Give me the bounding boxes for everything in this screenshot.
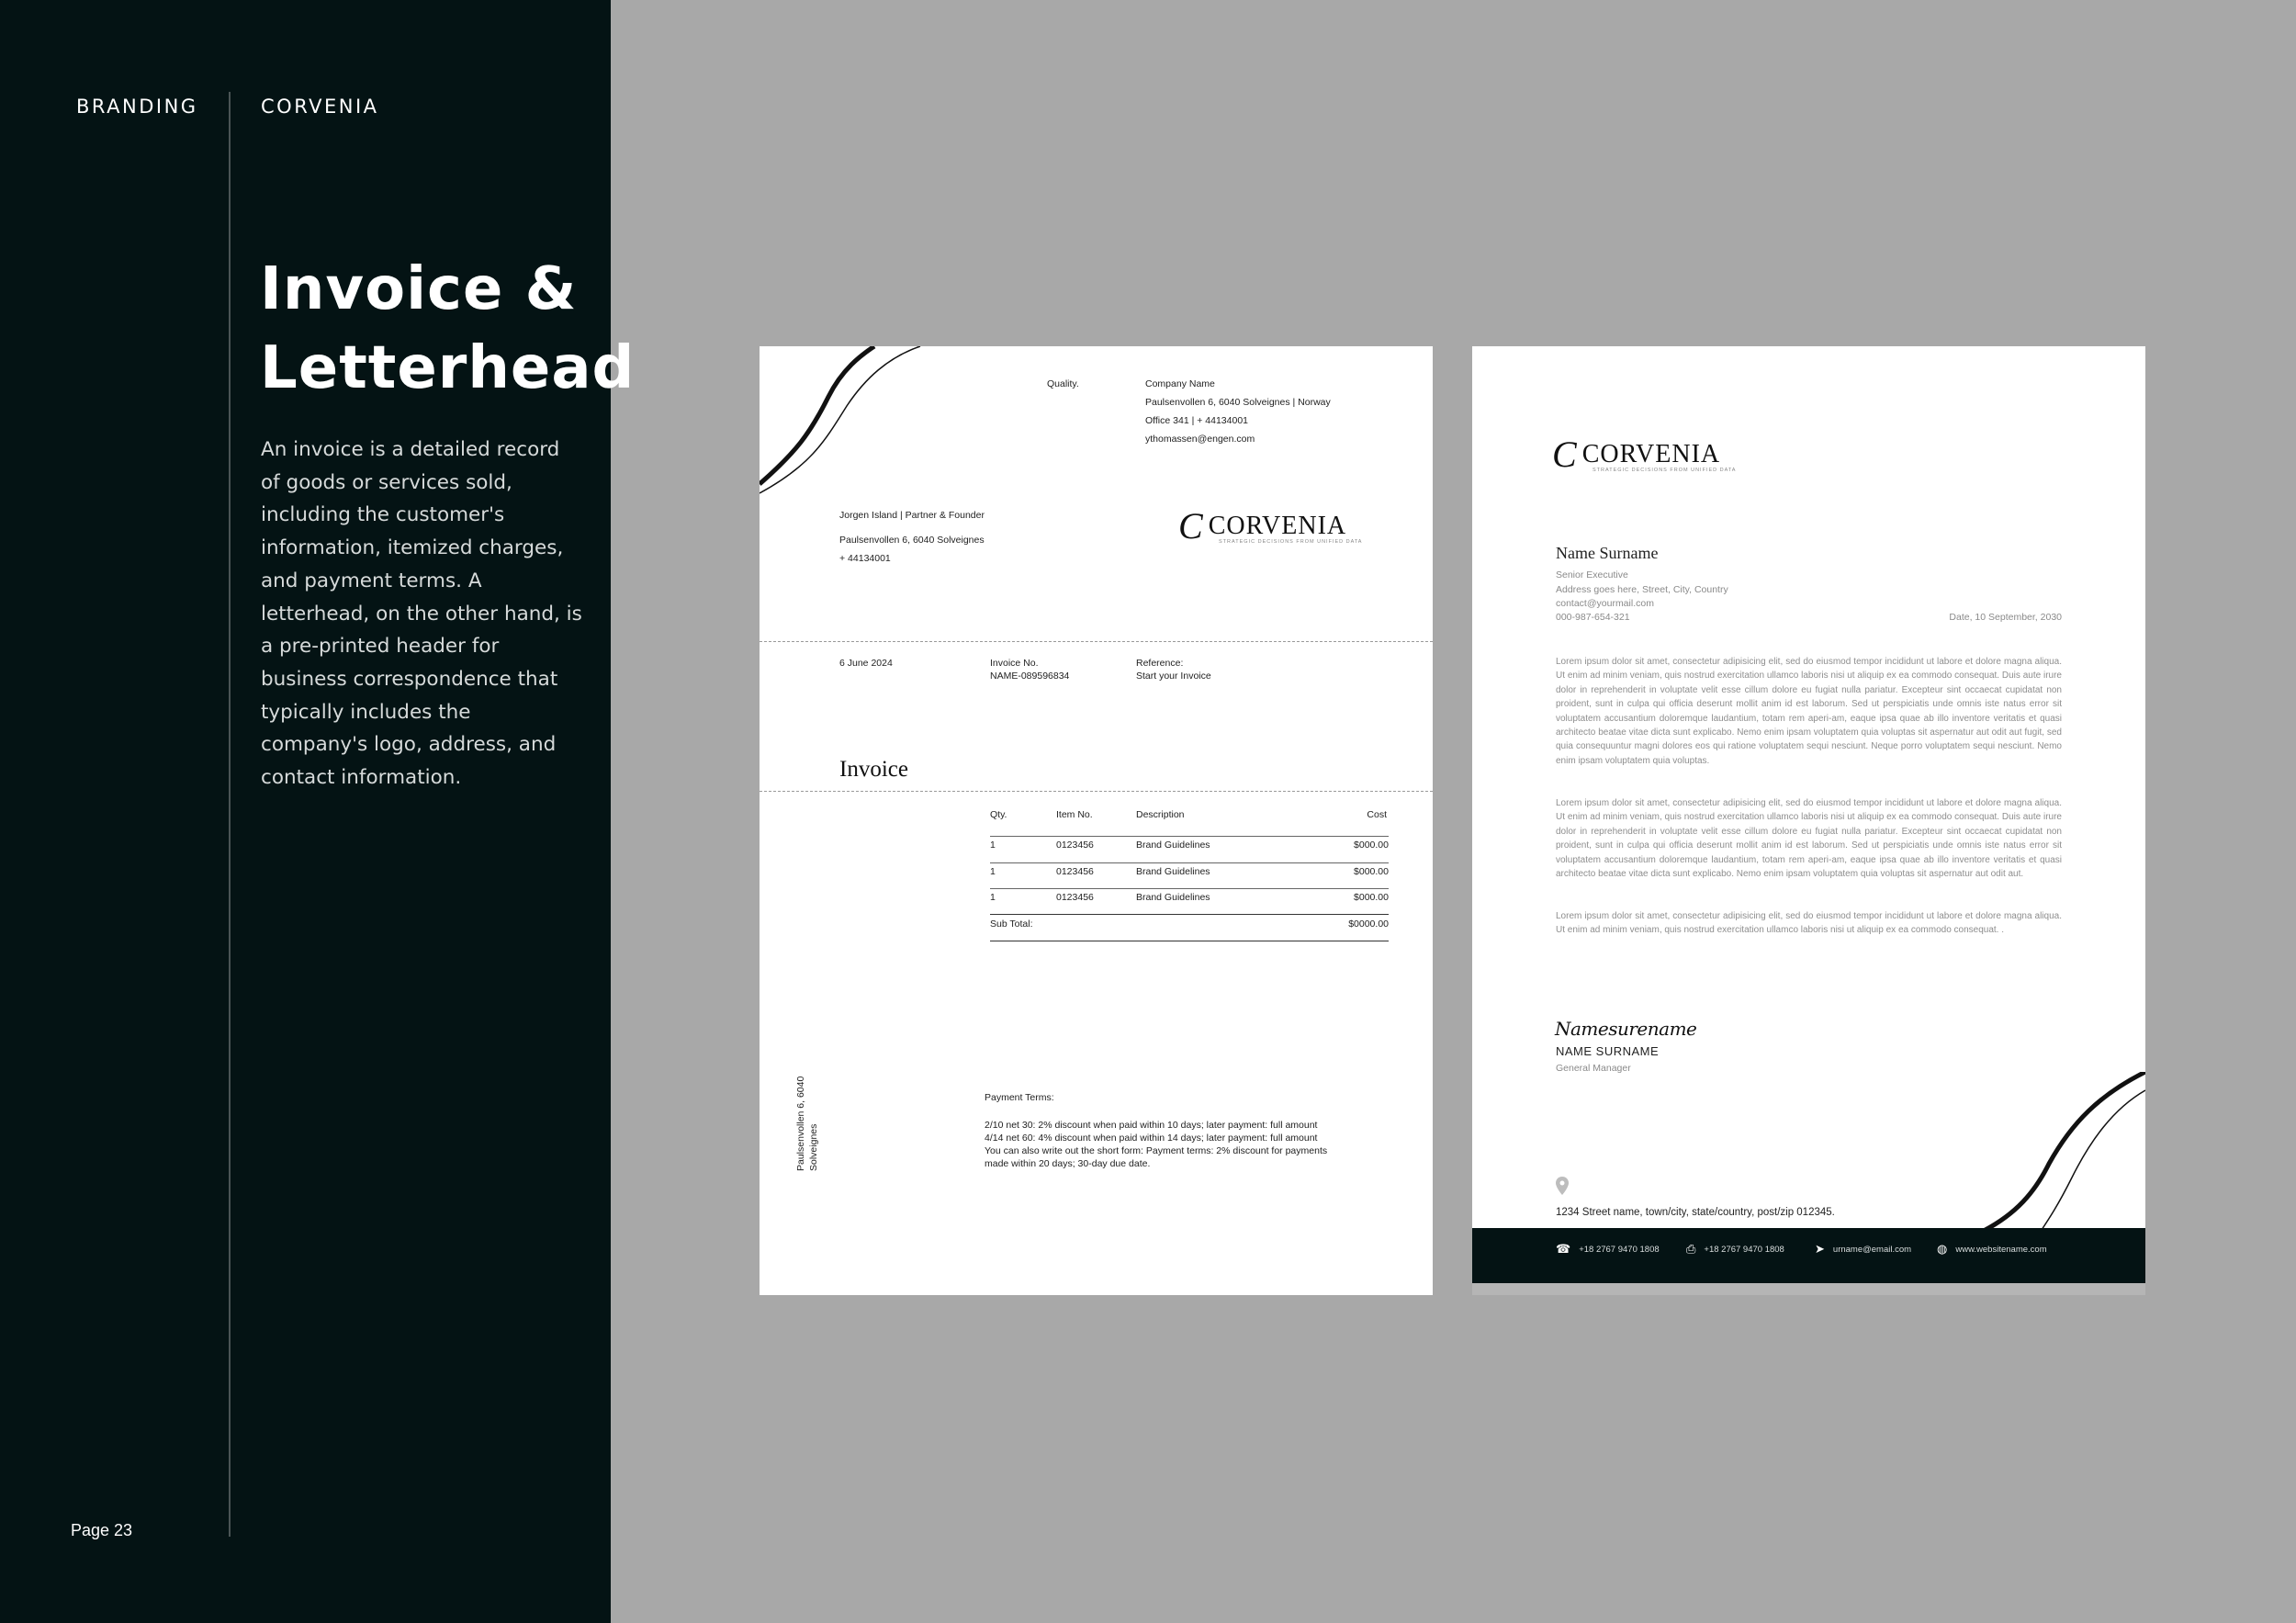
payment-terms-line: 4/14 net 60: 4% discount when paid within 14 days; later payment: full amount xyxy=(985,1133,1318,1144)
invoice-logo xyxy=(1178,505,1363,547)
footer-web xyxy=(1937,1242,2047,1257)
invoice-date: 6 June 2024 xyxy=(839,658,893,669)
footer-fax-text: +18 2767 9470 1808 xyxy=(1704,1244,1784,1255)
letter-date: Date, 10 September, 2030 xyxy=(1949,612,2062,623)
dashed-divider xyxy=(760,641,1433,642)
sidebar-divider xyxy=(229,92,231,1537)
globe-icon: ◍ xyxy=(1937,1242,1948,1256)
footer-strip xyxy=(1472,1283,2145,1295)
table-rule xyxy=(990,836,1389,837)
sender-role: Senior Executive xyxy=(1556,569,1628,580)
table-rule xyxy=(990,862,1389,863)
signature: Namesurename xyxy=(1555,1018,1697,1040)
signer-name: NAME SURNAME xyxy=(1556,1044,1660,1058)
side-address-line1: Paulsenvollen 6, 6040 xyxy=(795,1076,806,1171)
footer-email xyxy=(1815,1242,1911,1257)
logo-mark-icon: C xyxy=(1178,505,1203,547)
row-qty: 1 xyxy=(990,892,996,903)
logo-mark-icon: C xyxy=(1552,434,1577,475)
sender-name: Name Surname xyxy=(1556,544,1659,562)
row-desc: Brand Guidelines xyxy=(1136,840,1210,851)
footer-fax xyxy=(1686,1242,1784,1257)
table-rule xyxy=(990,888,1389,889)
section-label: BRANDING xyxy=(76,96,198,118)
logo-tagline: STRATEGIC DECISIONS FROM UNIFIED DATA xyxy=(1593,468,1737,473)
fax-icon: ⎙ xyxy=(1686,1242,1696,1256)
company-email: ythomassen@engen.com xyxy=(1145,434,1255,445)
sender-email: contact@yourmail.com xyxy=(1556,598,1654,609)
row-desc: Brand Guidelines xyxy=(1136,866,1210,877)
payment-terms-line: made within 20 days; 30-day due date. xyxy=(985,1158,1151,1169)
page-title xyxy=(260,250,636,408)
client-label: CORVENIA xyxy=(261,96,379,118)
sender-address: Address goes here, Street, City, Country xyxy=(1556,584,1728,595)
client-phone: + 44134001 xyxy=(839,553,891,564)
row-qty: 1 xyxy=(990,866,996,877)
client-address: Paulsenvollen 6, 6040 Solveignes xyxy=(839,535,985,546)
row-cost: $000.00 xyxy=(1354,866,1389,877)
table-header-qty: Qty. xyxy=(990,809,1007,820)
row-qty: 1 xyxy=(990,840,996,851)
invoice-no-label: Invoice No. xyxy=(990,658,1039,669)
client-name: Jorgen Island | Partner & Founder xyxy=(839,510,985,521)
dashed-divider xyxy=(760,791,1433,792)
side-address xyxy=(794,1076,820,1171)
page-number: Page 23 xyxy=(71,1521,133,1539)
company-name: Company Name xyxy=(1145,378,1215,389)
page-title-line1: Invoice & xyxy=(260,255,578,323)
corner-swoosh-graphic xyxy=(760,346,943,512)
logo-wordmark: CORVENIA xyxy=(1581,440,1721,468)
invoice-title: Invoice xyxy=(839,757,908,782)
footer-phone xyxy=(1556,1242,1660,1257)
row-item: 0123456 xyxy=(1056,840,1094,851)
letterhead-logo xyxy=(1552,434,1737,475)
company-office: Office 341 | + 44134001 xyxy=(1145,415,1248,426)
reference-label: Reference: xyxy=(1136,658,1184,669)
footer-email-text: urname@email.com xyxy=(1832,1244,1912,1255)
reference-value: Start your Invoice xyxy=(1136,671,1211,682)
payment-terms-line: You can also write out the short form: Payment terms: 2% discount for payments xyxy=(985,1145,1328,1156)
page-description: An invoice is a detailed record of goods or services sold, including the customer's information, itemized charges, and payment terms. A letterhead, on the other hand, is a pre-printed header for business correspondence that typically includes the company's logo, address, and contact information. xyxy=(261,438,582,790)
invoice-sheet xyxy=(760,346,1433,1295)
invoice-no: NAME-089596834 xyxy=(990,671,1070,682)
body-paragraph: Lorem ipsum dolor sit amet, consectetur adipisicing elit, sed do eiusmod tempor incididunt ut labore et dolore magna aliqua. Ut enim ad minim veniam, quis nostrud exercitation ullamco laboris nisi ut aliquip ex ea commodo consequat. . xyxy=(1556,911,2062,936)
street-address: 1234 Street name, town/city, state/country, post/zip 012345. xyxy=(1556,1207,1835,1218)
letterhead-sheet xyxy=(1472,346,2145,1295)
location-pin-icon xyxy=(1556,1177,1569,1195)
subtotal-label: Sub Total: xyxy=(990,919,1033,930)
payment-terms-label: Payment Terms: xyxy=(985,1092,1054,1103)
sidebar xyxy=(0,0,636,1623)
footer-phone-text: +18 2767 9470 1808 xyxy=(1579,1244,1660,1255)
row-cost: $000.00 xyxy=(1354,840,1389,851)
footer-web-text: www.websitename.com xyxy=(1955,1244,2047,1255)
row-item: 0123456 xyxy=(1056,866,1094,877)
signer-role: General Manager xyxy=(1556,1063,1631,1074)
corner-swoosh-graphic xyxy=(1962,1072,2145,1233)
sender-phone: 000-987-654-321 xyxy=(1556,612,1630,623)
row-desc: Brand Guidelines xyxy=(1136,892,1210,903)
page-title-line2: Letterhead xyxy=(260,334,636,402)
subtotal-value: $0000.00 xyxy=(1348,919,1389,930)
table-header-cost: Cost xyxy=(1367,809,1387,820)
quality-label: Quality. xyxy=(1047,378,1079,389)
body-paragraph: Lorem ipsum dolor sit amet, consectetur adipisicing elit, sed do eiusmod tempor incididunt ut labore et dolore magna aliqua. Ut enim ad minim veniam, quis nostrud exercitation ullamco laboris nisi ut aliquip ex ea commodo consequat. Duis aute irure dolor in reprehenderit in voluptate velit esse cillum dolore eu fugiat nulla pariatur. Excepteur sint occaecat cupidatat non proident, sunt in culpa qui officia deserunt mollit anim id est laborum. Sed ut perspiciatis unde omnis iste natus error sit voluptatem accusantium doloremque laudantium, totam rem aperi-am, eaque ipsa quae ab illo inventore veritatis et quasi architecto beatae vitae dicta sunt explicabo. Nemo enim ipsam voluptatem quia voluptas sit aspernatur aut odit aut fugit, sed quia consequuntur magni dolores eos qui ratione voluptatem sequi nesciunt. Neque porro voluptatem sequi nesciunt. Nemo enim ipsam voluptatem quia voluptas. xyxy=(1556,657,2062,766)
table-header-desc: Description xyxy=(1136,809,1185,820)
payment-terms-line: 2/10 net 30: 2% discount when paid within 10 days; later payment: full amount xyxy=(985,1120,1318,1131)
side-address-line2: Solveignes xyxy=(808,1123,819,1171)
row-item: 0123456 xyxy=(1056,892,1094,903)
phone-icon: ☎ xyxy=(1556,1242,1571,1256)
logo-wordmark: CORVENIA xyxy=(1208,512,1347,540)
send-icon: ➤ xyxy=(1815,1242,1825,1256)
company-address: Paulsenvollen 6, 6040 Solveignes | Norway xyxy=(1145,397,1331,408)
row-cost: $000.00 xyxy=(1354,892,1389,903)
logo-tagline: STRATEGIC DECISIONS FROM UNIFIED DATA xyxy=(1219,539,1363,545)
table-header-item: Item No. xyxy=(1056,809,1093,820)
body-paragraph: Lorem ipsum dolor sit amet, consectetur adipisicing elit, sed do eiusmod tempor incididunt ut labore et dolore magna aliqua. Ut enim ad minim veniam, quis nostrud exercitation ullamco laboris nisi ut aliquip ex ea commodo consequat. Duis aute irure dolor in reprehenderit in voluptate velit esse cillum dolore eu fugiat nulla pariatur. Excepteur sint occaecat cupidatat non proident, sunt in culpa qui officia deserunt mollit anim id est laborum. Sed ut perspiciatis unde omnis iste natus error sit voluptatem accusantium doloremque laudantium, totam rem aperi-am, eaque ipsa quae ab illo inventore veritatis et quasi architecto beatae vitae dicta sunt explicabo. Nemo enim ipsam voluptatem quia voluptas sit aspernatur aut odit aut. xyxy=(1556,798,2062,880)
table-rule xyxy=(990,914,1389,915)
